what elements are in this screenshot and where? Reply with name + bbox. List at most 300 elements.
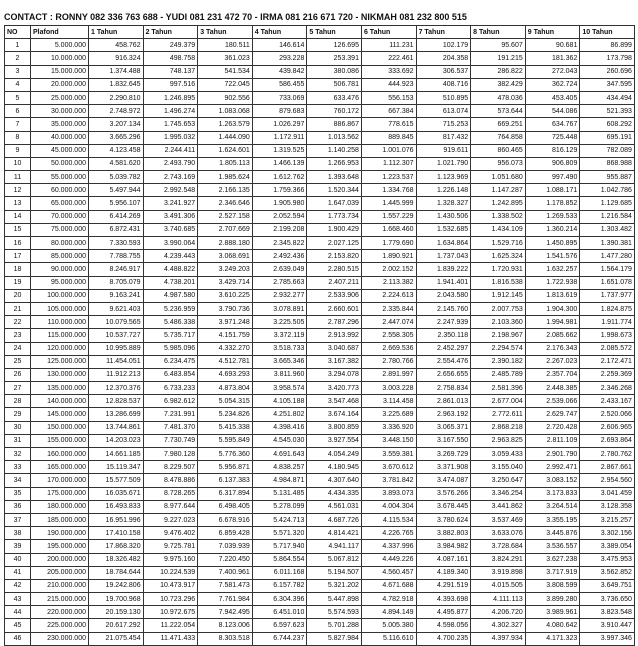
installment-cell: 1.759.366 xyxy=(252,184,307,197)
installment-cell: 2.294.574 xyxy=(471,342,526,355)
installment-cell: 333.692 xyxy=(361,65,416,78)
installment-cell: 1.564.179 xyxy=(580,263,635,276)
installment-cell: 1.129.685 xyxy=(580,197,635,210)
row-number: 33 xyxy=(5,461,31,474)
installment-cell: 1.001.076 xyxy=(361,144,416,157)
installment-cell: 1.360.214 xyxy=(525,223,580,236)
plafond-cell: 110.000.000 xyxy=(31,316,89,329)
table-row xyxy=(5,632,635,645)
installment-cell: 453.405 xyxy=(525,91,580,104)
installment-cell: 6.872.431 xyxy=(89,223,144,236)
installment-cell: 506.781 xyxy=(307,78,362,91)
installment-cell: 2.052.594 xyxy=(252,210,307,223)
installment-cell: 3.441.862 xyxy=(471,500,526,513)
header-year-9: 9 Tahun xyxy=(525,26,580,39)
installment-cell: 1.477.280 xyxy=(580,250,635,263)
installment-cell: 2.485.789 xyxy=(471,368,526,381)
installment-cell: 4.941.117 xyxy=(307,540,362,553)
plafond-cell: 155.000.000 xyxy=(31,434,89,447)
installment-cell: 15.119.347 xyxy=(89,461,144,474)
installment-cell: 17.868.320 xyxy=(89,540,144,553)
installment-cell: 3.003.228 xyxy=(361,382,416,395)
installment-cell: 444.923 xyxy=(361,78,416,91)
table-row xyxy=(5,52,635,65)
installment-cell: 3.610.225 xyxy=(198,289,253,302)
installment-cell: 733.069 xyxy=(252,91,307,104)
installment-cell: 1.720.931 xyxy=(471,263,526,276)
installment-cell: 2.868.218 xyxy=(471,421,526,434)
header-year-7: 7 Tahun xyxy=(416,26,471,39)
installment-cell: 4.115.534 xyxy=(361,513,416,526)
installment-cell: 3.728.684 xyxy=(471,540,526,553)
installment-cell: 6.011.168 xyxy=(252,566,307,579)
installment-cell: 1.541.576 xyxy=(525,250,580,263)
installment-cell: 634.767 xyxy=(525,118,580,131)
installment-cell: 1.911.774 xyxy=(580,316,635,329)
installment-cell: 10.224.539 xyxy=(143,566,198,579)
installment-cell: 3.225.505 xyxy=(252,316,307,329)
row-number: 42 xyxy=(5,579,31,592)
installment-cell: 3.997.346 xyxy=(580,632,635,645)
installment-cell: 9.725.781 xyxy=(143,540,198,553)
installment-cell: 3.536.557 xyxy=(525,540,580,553)
installment-cell: 521.393 xyxy=(580,105,635,118)
installment-cell: 2.166.135 xyxy=(198,184,253,197)
installment-cell: 1.246.895 xyxy=(143,91,198,104)
installment-cell: 2.539.066 xyxy=(525,395,580,408)
installment-cell: 3.083.152 xyxy=(525,474,580,487)
installment-cell: 3.562.852 xyxy=(580,566,635,579)
installment-cell: 1.434.109 xyxy=(471,223,526,236)
installment-cell: 4.691.643 xyxy=(252,448,307,461)
plafond-cell: 170.000.000 xyxy=(31,474,89,487)
installment-cell: 3.919.898 xyxy=(471,566,526,579)
installment-cell: 180.511 xyxy=(198,39,253,52)
installment-cell: 5.571.320 xyxy=(252,527,307,540)
installment-cell: 4.004.304 xyxy=(361,500,416,513)
installment-cell: 2.888.180 xyxy=(198,237,253,250)
header-year-6: 6 Tahun xyxy=(361,26,416,39)
installment-cell: 4.873.804 xyxy=(198,382,253,395)
row-number: 34 xyxy=(5,474,31,487)
installment-cell: 4.814.421 xyxy=(307,527,362,540)
table-row xyxy=(5,448,635,461)
installment-cell: 4.838.257 xyxy=(252,461,307,474)
row-number: 39 xyxy=(5,540,31,553)
header-year-2: 2 Tahun xyxy=(143,26,198,39)
installment-cell: 2.198.967 xyxy=(471,329,526,342)
installment-cell: 3.155.040 xyxy=(471,461,526,474)
installment-cell: 3.302.156 xyxy=(580,527,635,540)
installment-cell: 695.191 xyxy=(580,131,635,144)
installment-table xyxy=(4,25,635,646)
table-row xyxy=(5,171,635,184)
installment-cell: 249.379 xyxy=(143,39,198,52)
installment-cell: 2.350.118 xyxy=(416,329,471,342)
installment-cell: 860.465 xyxy=(471,144,526,157)
installment-cell: 4.545.030 xyxy=(252,434,307,447)
installment-cell: 5.194.507 xyxy=(307,566,362,579)
installment-cell: 2.660.601 xyxy=(307,302,362,315)
plafond-cell: 90.000.000 xyxy=(31,263,89,276)
installment-cell: 816.129 xyxy=(525,144,580,157)
installment-cell: 3.665.346 xyxy=(252,355,307,368)
installment-cell: 222.461 xyxy=(361,52,416,65)
installment-cell: 2.891.997 xyxy=(361,368,416,381)
installment-cell: 1.216.584 xyxy=(580,210,635,223)
installment-cell: 2.629.747 xyxy=(525,408,580,421)
row-number: 26 xyxy=(5,368,31,381)
installment-cell: 6.317.894 xyxy=(198,487,253,500)
table-row xyxy=(5,553,635,566)
installment-cell: 3.068.691 xyxy=(198,250,253,263)
installment-cell: 4.226.765 xyxy=(361,527,416,540)
table-row xyxy=(5,487,635,500)
installment-cell: 3.674.164 xyxy=(307,408,362,421)
installment-cell: 2.335.844 xyxy=(361,302,416,315)
installment-cell: 2.493.790 xyxy=(143,157,198,170)
plafond-cell: 115.000.000 xyxy=(31,329,89,342)
installment-cell: 886.867 xyxy=(307,118,362,131)
installment-cell: 10.079.565 xyxy=(89,316,144,329)
row-number: 12 xyxy=(5,184,31,197)
installment-cell: 4.015.505 xyxy=(471,579,526,592)
installment-cell: 4.700.235 xyxy=(416,632,471,645)
installment-cell: 997.490 xyxy=(525,171,580,184)
installment-cell: 5.486.338 xyxy=(143,316,198,329)
installment-cell: 2.357.704 xyxy=(525,368,580,381)
installment-cell: 4.581.620 xyxy=(89,157,144,170)
installment-cell: 778.615 xyxy=(361,118,416,131)
installment-cell: 5.595.849 xyxy=(198,434,253,447)
installment-cell: 3.372.119 xyxy=(252,329,307,342)
row-number: 14 xyxy=(5,210,31,223)
installment-cell: 510.895 xyxy=(416,91,471,104)
installment-cell: 6.733.233 xyxy=(143,382,198,395)
installment-cell: 6.744.237 xyxy=(252,632,307,645)
plafond-cell: 150.000.000 xyxy=(31,421,89,434)
installment-cell: 3.627.238 xyxy=(525,553,580,566)
installment-cell: 916.324 xyxy=(89,52,144,65)
installment-cell: 1.816.538 xyxy=(471,276,526,289)
plafond-cell: 30.000.000 xyxy=(31,105,89,118)
installment-cell: 7.039.939 xyxy=(198,540,253,553)
installment-cell: 1.223.537 xyxy=(361,171,416,184)
plafond-cell: 20.000.000 xyxy=(31,78,89,91)
installment-cell: 3.250.647 xyxy=(471,474,526,487)
installment-cell: 2.954.560 xyxy=(580,474,635,487)
installment-cell: 10.473.917 xyxy=(143,579,198,592)
installment-cell: 2.407.211 xyxy=(307,276,362,289)
installment-cell: 541.534 xyxy=(198,65,253,78)
plafond-cell: 85.000.000 xyxy=(31,250,89,263)
installment-cell: 3.780.624 xyxy=(416,513,471,526)
installment-cell: 1.390.381 xyxy=(580,237,635,250)
plafond-cell: 70.000.000 xyxy=(31,210,89,223)
installment-cell: 2.085.572 xyxy=(580,342,635,355)
installment-cell: 2.707.669 xyxy=(198,223,253,236)
installment-cell: 2.758.834 xyxy=(416,382,471,395)
table-row xyxy=(5,263,635,276)
installment-cell: 1.013.562 xyxy=(307,131,362,144)
row-number: 15 xyxy=(5,223,31,236)
installment-cell: 3.717.919 xyxy=(525,566,580,579)
installment-cell: 3.576.266 xyxy=(416,487,471,500)
installment-cell: 902.556 xyxy=(198,91,253,104)
row-number: 22 xyxy=(5,316,31,329)
installment-cell: 2.932.277 xyxy=(252,289,307,302)
row-number: 17 xyxy=(5,250,31,263)
installment-cell: 4.087.161 xyxy=(416,553,471,566)
installment-cell: 3.518.733 xyxy=(252,342,307,355)
installment-cell: 2.224.613 xyxy=(361,289,416,302)
installment-cell: 4.397.934 xyxy=(471,632,526,645)
plafond-cell: 10.000.000 xyxy=(31,52,89,65)
installment-cell: 16.493.833 xyxy=(89,500,144,513)
installment-cell: 3.736.650 xyxy=(580,593,635,606)
installment-cell: 11.454.051 xyxy=(89,355,144,368)
installment-cell: 1.466.139 xyxy=(252,157,307,170)
header-year-1: 1 Tahun xyxy=(89,26,144,39)
plafond-cell: 160.000.000 xyxy=(31,448,89,461)
installment-cell: 3.989.961 xyxy=(525,606,580,619)
installment-cell: 760.172 xyxy=(307,105,362,118)
row-number: 44 xyxy=(5,606,31,619)
installment-cell: 4.123.458 xyxy=(89,144,144,157)
installment-cell: 955.887 xyxy=(580,171,635,184)
installment-cell: 2.103.360 xyxy=(471,316,526,329)
installment-cell: 1.303.482 xyxy=(580,223,635,236)
plafond-cell: 200.000.000 xyxy=(31,553,89,566)
installment-cell: 1.805.113 xyxy=(198,157,253,170)
row-number: 35 xyxy=(5,487,31,500)
plafond-cell: 80.000.000 xyxy=(31,237,89,250)
installment-cell: 3.665.296 xyxy=(89,131,144,144)
table-row xyxy=(5,144,635,157)
installment-cell: 4.251.802 xyxy=(252,408,307,421)
installment-cell: 1.941.401 xyxy=(416,276,471,289)
installment-cell: 1.632.257 xyxy=(525,263,580,276)
installment-cell: 3.990.064 xyxy=(143,237,198,250)
installment-cell: 4.105.188 xyxy=(252,395,307,408)
plafond-cell: 205.000.000 xyxy=(31,566,89,579)
installment-cell: 2.992.471 xyxy=(525,461,580,474)
table-row xyxy=(5,329,635,342)
installment-cell: 2.433.167 xyxy=(580,395,635,408)
installment-cell: 6.137.383 xyxy=(198,474,253,487)
installment-cell: 2.280.515 xyxy=(307,263,362,276)
installment-cell: 1.625.324 xyxy=(471,250,526,263)
installment-cell: 868.988 xyxy=(580,157,635,170)
installment-cell: 5.701.288 xyxy=(307,619,362,632)
installment-cell: 8.728.265 xyxy=(143,487,198,500)
installment-cell: 19.242.806 xyxy=(89,579,144,592)
row-number: 38 xyxy=(5,527,31,540)
row-number: 13 xyxy=(5,197,31,210)
installment-cell: 6.451.010 xyxy=(252,606,307,619)
installment-cell: 2.639.049 xyxy=(252,263,307,276)
installment-cell: 1.444.090 xyxy=(198,131,253,144)
installment-cell: 633.476 xyxy=(307,91,362,104)
installment-cell: 722.045 xyxy=(198,78,253,91)
installment-cell: 3.269.729 xyxy=(416,448,471,461)
installment-cell: 3.474.087 xyxy=(416,474,471,487)
installment-cell: 1.269.533 xyxy=(525,210,580,223)
installment-cell: 3.448.150 xyxy=(361,434,416,447)
installment-cell: 11.222.054 xyxy=(143,619,198,632)
row-number: 28 xyxy=(5,395,31,408)
installment-cell: 1.722.938 xyxy=(525,276,580,289)
installment-cell: 556.153 xyxy=(361,91,416,104)
installment-cell: 3.547.468 xyxy=(307,395,362,408)
row-number: 41 xyxy=(5,566,31,579)
table-row xyxy=(5,223,635,236)
installment-cell: 5.776.360 xyxy=(198,448,253,461)
row-number: 16 xyxy=(5,237,31,250)
plafond-cell: 35.000.000 xyxy=(31,118,89,131)
installment-cell: 5.827.984 xyxy=(307,632,362,645)
installment-cell: 8.705.079 xyxy=(89,276,144,289)
installment-cell: 5.236.959 xyxy=(143,302,198,315)
installment-cell: 6.234.475 xyxy=(143,355,198,368)
installment-cell: 1.634.864 xyxy=(416,237,471,250)
installment-cell: 3.041.459 xyxy=(580,487,635,500)
installment-cell: 4.671.688 xyxy=(361,579,416,592)
plafond-cell: 75.000.000 xyxy=(31,223,89,236)
installment-cell: 9.227.023 xyxy=(143,513,198,526)
installment-cell: 1.083.068 xyxy=(198,105,253,118)
installment-cell: 1.430.506 xyxy=(416,210,471,223)
plafond-cell: 5.000.000 xyxy=(31,39,89,52)
installment-cell: 8.977.644 xyxy=(143,500,198,513)
plafond-cell: 220.000.000 xyxy=(31,606,89,619)
installment-cell: 1.668.460 xyxy=(361,223,416,236)
installment-cell: 16.951.996 xyxy=(89,513,144,526)
installment-cell: 2.527.158 xyxy=(198,210,253,223)
installment-cell: 2.153.820 xyxy=(307,250,362,263)
installment-cell: 408.716 xyxy=(416,78,471,91)
installment-cell: 3.114.458 xyxy=(361,395,416,408)
installment-cell: 3.559.381 xyxy=(361,448,416,461)
installment-cell: 3.215.257 xyxy=(580,513,635,526)
installment-cell: 3.173.833 xyxy=(525,487,580,500)
installment-cell: 6.597.623 xyxy=(252,619,307,632)
installment-cell: 1.445.999 xyxy=(361,197,416,210)
installment-cell: 5.497.944 xyxy=(89,184,144,197)
installment-cell: 7.730.749 xyxy=(143,434,198,447)
row-number: 32 xyxy=(5,448,31,461)
installment-cell: 2.780.762 xyxy=(580,448,635,461)
installment-cell: 3.078.891 xyxy=(252,302,307,315)
installment-cell: 2.448.385 xyxy=(525,382,580,395)
table-row xyxy=(5,527,635,540)
installment-cell: 4.488.822 xyxy=(143,263,198,276)
plafond-cell: 190.000.000 xyxy=(31,527,89,540)
installment-cell: 15.577.509 xyxy=(89,474,144,487)
installment-cell: 1.226.148 xyxy=(416,184,471,197)
installment-cell: 9.476.402 xyxy=(143,527,198,540)
installment-cell: 919.611 xyxy=(416,144,471,157)
installment-cell: 6.157.782 xyxy=(252,579,307,592)
installment-cell: 3.537.469 xyxy=(471,513,526,526)
plafond-cell: 130.000.000 xyxy=(31,368,89,381)
installment-cell: 1.319.525 xyxy=(252,144,307,157)
installment-cell: 669.251 xyxy=(471,118,526,131)
installment-cell: 2.772.611 xyxy=(471,408,526,421)
row-number: 31 xyxy=(5,434,31,447)
installment-cell: 2.780.766 xyxy=(361,355,416,368)
installment-cell: 3.790.736 xyxy=(198,302,253,315)
installment-cell: 2.748.972 xyxy=(89,105,144,118)
plafond-cell: 100.000.000 xyxy=(31,289,89,302)
installment-cell: 6.678.916 xyxy=(198,513,253,526)
installment-cell: 1.651.078 xyxy=(580,276,635,289)
table-row xyxy=(5,355,635,368)
installment-cell: 3.128.358 xyxy=(580,500,635,513)
installment-cell: 4.337.996 xyxy=(361,540,416,553)
installment-cell: 2.345.822 xyxy=(252,237,307,250)
installment-cell: 6.859.428 xyxy=(198,527,253,540)
row-number: 11 xyxy=(5,171,31,184)
row-number: 23 xyxy=(5,329,31,342)
row-number: 24 xyxy=(5,342,31,355)
installment-cell: 10.995.889 xyxy=(89,342,144,355)
installment-cell: 18.326.482 xyxy=(89,553,144,566)
row-number: 30 xyxy=(5,421,31,434)
header-year-4: 4 Tahun xyxy=(252,26,307,39)
installment-cell: 2.176.343 xyxy=(525,342,580,355)
installment-cell: 2.554.476 xyxy=(416,355,471,368)
installment-cell: 7.220.450 xyxy=(198,553,253,566)
installment-cell: 111.231 xyxy=(361,39,416,52)
table-row xyxy=(5,368,635,381)
plafond-cell: 50.000.000 xyxy=(31,157,89,170)
installment-cell: 8.229.507 xyxy=(143,461,198,474)
installment-cell: 748.137 xyxy=(143,65,198,78)
installment-cell: 3.882.803 xyxy=(416,527,471,540)
installment-cell: 3.927.554 xyxy=(307,434,362,447)
header-no: NO xyxy=(5,26,31,39)
row-number: 40 xyxy=(5,553,31,566)
installment-cell: 2.720.428 xyxy=(525,421,580,434)
installment-cell: 4.302.327 xyxy=(471,619,526,632)
installment-cell: 3.420.773 xyxy=(307,382,362,395)
installment-cell: 380.086 xyxy=(307,65,362,78)
table-row xyxy=(5,395,635,408)
installment-cell: 1.042.786 xyxy=(580,184,635,197)
installment-cell: 3.633.076 xyxy=(471,527,526,540)
table-row xyxy=(5,39,635,52)
table-row xyxy=(5,382,635,395)
plafond-cell: 95.000.000 xyxy=(31,276,89,289)
installment-cell: 5.717.940 xyxy=(252,540,307,553)
installment-cell: 997.516 xyxy=(143,78,198,91)
installment-cell: 1.737.977 xyxy=(580,289,635,302)
table-row xyxy=(5,606,635,619)
header-year-5: 5 Tahun xyxy=(307,26,362,39)
plafond-cell: 65.000.000 xyxy=(31,197,89,210)
installment-cell: 4.054.249 xyxy=(307,448,362,461)
installment-cell: 362.724 xyxy=(525,78,580,91)
installment-cell: 126.695 xyxy=(307,39,362,52)
installment-cell: 2.247.939 xyxy=(416,316,471,329)
installment-cell: 3.207.134 xyxy=(89,118,144,131)
installment-cell: 5.005.380 xyxy=(361,619,416,632)
installment-cell: 3.346.254 xyxy=(471,487,526,500)
installment-cell: 889.845 xyxy=(361,131,416,144)
installment-cell: 3.241.927 xyxy=(143,197,198,210)
installment-cell: 5.424.713 xyxy=(252,513,307,526)
